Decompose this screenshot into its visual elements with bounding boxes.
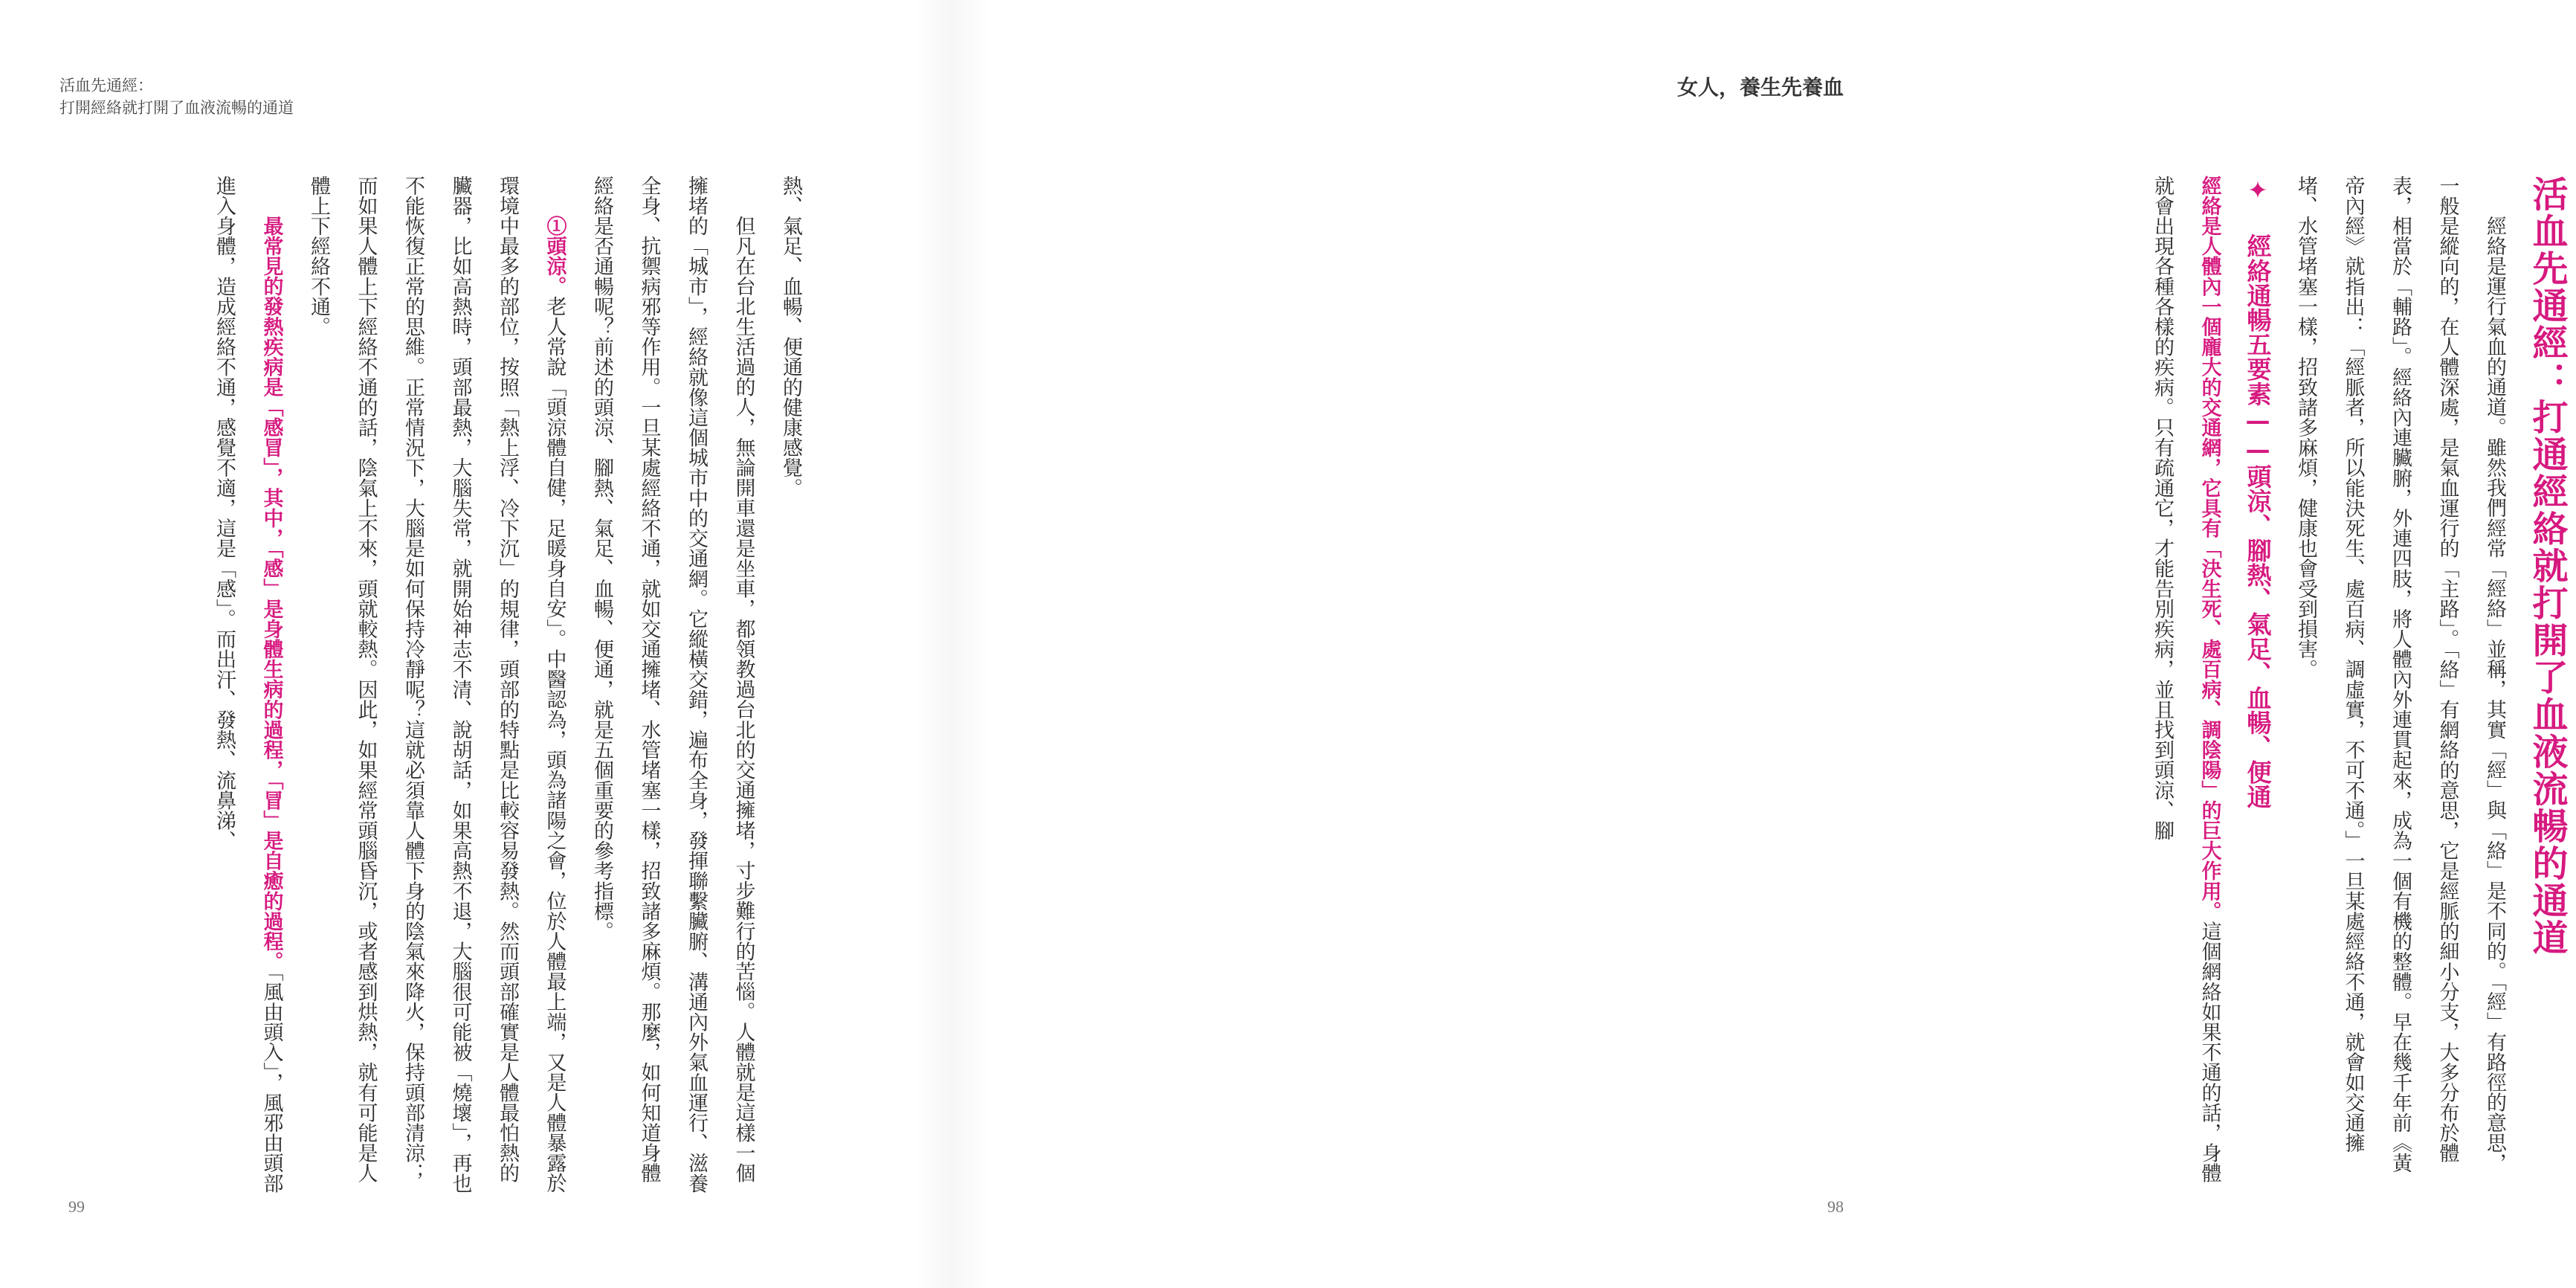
right-page [952,0,2568,1288]
paragraph-section-lead [2139,176,2233,1187]
cold-text: 「風由頭入」，風邪由頭部進入身體，造成經絡不通，感覺不適，這是「感」。而出汗、發熱、流鼻涕、 [213,176,283,1194]
section-title: ✦ 經絡通暢五要素——頭涼、腳熱、氣足、血暢、便通 [2243,176,2273,809]
paragraph-meridians-intro: 經絡是運行氣血的通道。雖然我們經常「經絡」並稱，其實「經」與「絡」是不同的。「經」有路徑的意思，一般是縱向的，在人體深處，是氣血運行的「主路」。「絡」有網絡的意思，它是經脈的細小分支，大多分布於體表，相當於「輔路」。經絡內連臟腑，外連四肢，將人體內外連貫起來，成為一個有機的整體。早在幾千年前《黃帝內經》就指出：「經脈者，所以能決死生、處百病、調虛實，不可不通。」一旦某處經絡不通，就會如交通擁堵、水管堵塞一樣，招致諸多麻煩，健康也會受到損害。 [2294,176,2506,1173]
page-number-right: 98 [1827,1197,1844,1216]
section-body-text: 這個網絡如果不通的話，身體就會出現各種各樣的疾病。只有疏通它，才能告別疾病，並且找到頭涼、腳 [2151,176,2221,1184]
running-header-left-line1: 活血先通經： [59,77,153,94]
paragraph-common-cold [201,176,295,1202]
paragraph-continued: 熱、氣足、血暢、便通的健康感覺。 [779,176,802,498]
paragraph-head-cool [295,176,578,1202]
item-head-cool-label: ①頭涼。 [543,216,566,297]
section-lead-text: 經絡是人體內一個龐大的交通網，它具有「決生死、處百病、調陰陽」的巨大作用。 [2198,176,2221,921]
page-number-left: 99 [68,1197,85,1216]
running-header-left-line2: 打開經絡就打開了血液流暢的通道 [59,99,294,117]
chapter-title: 活血先通經：打通經絡就打開了血液流暢的通道 [2526,176,2568,956]
left-page [0,0,952,1288]
running-header-left [59,74,294,119]
left-page-body [130,176,814,1202]
paragraph-taipei-traffic: 但凡在台北生活過的人，無論開車還是坐車，都領教過台北的交通擁堵，寸步難行的苦惱。人體就是這樣一個擁堵的「城市」，經絡就像這個城市中的交通網。它縱橫交錯，遍布全身，發揮聯繫臟腑、溝通內外氣血運行、滋養全身、抗禦病邪等作用。一旦某處經絡不通，就如交通擁堵、水管堵塞一樣，招致諸多麻煩。那麼，如何知道身體經絡是否通暢呢？前述的頭涼、腳熱、氣足、血暢、便通，就是五個重要的參考指標。 [590,176,755,1194]
cold-bold-text: 最常見的發熱疾病是「感冒」，其中，「感」是身體生病的過程，「冒」是自癒的過程。 [259,216,283,972]
item-head-cool-text: 老人常說「頭涼體自健，足暖身自安」。中醫認為，頭為諸陽之會，位於人體最上端，又是人體暴露於環境中最多的部位，按照「熱上浮、冷下沉」的規律，頭部的特點是比較容易發熱。然而頭部確實是人體最怕熱的臟器，比如高熱時，頭部最熱，大腦失常，就開始神志不清、說胡話，如果高熱不退，大腦很可能被「燒壞」，再也不能恢復正常的思維。正常情況下，大腦是如何保持冷靜呢？這就必須靠人體下身的陰氣來降火，保持頭部清涼；而如果人體上下經絡不通的話，陰氣上不來，頭就較熱。因此，如果經常頭腦昏沉，或者感到烘熱，就有可能是人體上下經絡不通。 [307,176,566,1194]
running-header-right: 女人，養生先養血 [1676,75,1844,100]
right-page-body [2048,176,2576,1187]
